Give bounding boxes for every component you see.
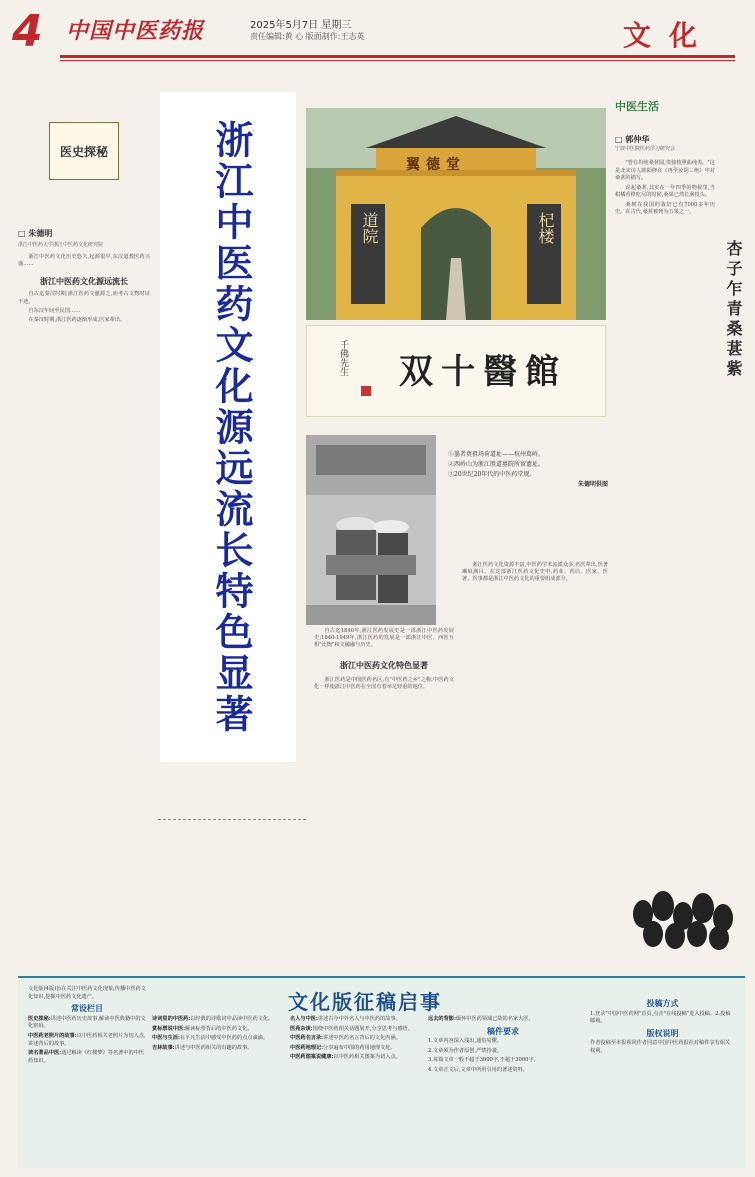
notice-item: 中医药老照片的故事:以中医药相关老照片为切入点,讲述背后的故事。: [28, 1032, 146, 1047]
section-title: 文化: [622, 19, 715, 52]
notice-item: 中医药名言录:讲述中医药名言背后的文化内涵。: [290, 1035, 401, 1042]
main-headline: 浙江中医药文化源远流长特色显著: [209, 120, 253, 735]
gate-left-plaque: 道院: [360, 212, 379, 244]
body-paragraph: 浙江医药是中国医药名区,有"中医药之乡"之称;中医药文化一样使浙江中医药在全国有着举足轻重的地位。: [314, 676, 454, 690]
right-article-column: [615, 80, 745, 970]
body-paragraph: 在秦汉时期,浙江医药逐渐形成,医家辈出。: [28, 317, 126, 324]
column-tag: 医史探秘: [49, 122, 119, 180]
author-byline: □ 朱德明: [18, 228, 53, 238]
notice-item: 中医药图案说健康:以中医药相关图案为切入点。: [290, 1054, 401, 1061]
body-paragraph: 自东汉年间至民国……: [28, 307, 81, 314]
body-paragraph: 自古迄1840年,浙江医药发展史是一部浙江中医药发展史;1840-1949年,浙江医药的发展是一部浙江中医、西医互相"比衡"和交融融与历史。: [314, 628, 454, 649]
body-paragraph: "曾有坞纯桑葚圆,贵独枝照曲纯夷。"这是北宋诗人欧阳修在《再至汝阴三绝》中对桑葚的描写。: [615, 160, 715, 181]
notice-col-5: [590, 986, 735, 1058]
article-title: 杏子乍青桑葚紫: [724, 240, 743, 380]
right-mid-article: [462, 512, 608, 970]
article-intro: [18, 254, 150, 268]
caption-line: ①墨者奠祖场荷道址——杭州葛岭。: [448, 451, 545, 458]
body-paragraph: 浙江医药文化资源丰富,中医药学术流派众多,名医辈出,医著琳琅满目。在这部浙江医药文化史中,药业、药店、医家、医著、医事都是浙江中医药文化的重要组成部分。: [462, 562, 608, 583]
requirement-item: 1.文章内容深入浅出,通俗易懂。: [428, 1038, 503, 1045]
notice-item: 读名著品中医:通过解读《红楼梦》等名著中的中医药知识。: [28, 1050, 145, 1064]
article-body: [18, 291, 150, 324]
author-byline: □ 郭仲华: [615, 134, 650, 144]
masthead-rule-thin: [60, 60, 735, 61]
submission-method: 1.登录"中国中医药网"首页,点击"在线投稿"进入投稿。2.投稿邮箱。: [590, 1010, 731, 1025]
date-line: 2025年5月7日 星期三: [250, 20, 352, 31]
requirement-item: 3.每篇文章一般不超于3000字,不超于3000字。: [428, 1057, 539, 1064]
temple-gate-photo: [306, 108, 606, 320]
notice-item: 医苑杂谈:围绕中医药相关话题展开,分享思考与感悟。: [290, 1025, 413, 1032]
notice-col-1: [28, 986, 146, 1067]
caption-line: ③20世纪20年代的中医药堂规。: [448, 471, 536, 478]
column-tag-life: 中医生活: [615, 100, 659, 113]
notice-col-2: [152, 1016, 282, 1054]
photo-caption: [448, 450, 608, 490]
masthead-rule: [60, 55, 735, 58]
caption-line: ②西岭山为浙江胜道墓院所留遗址。: [448, 461, 545, 468]
copyright-note: 作者投稿至本报视同作者同意中国中医药报社对稿件享有相关权利。: [590, 1040, 731, 1054]
notice-col-3: [290, 1016, 420, 1064]
headline-box: [160, 92, 296, 762]
notice-subhead: 投稿方式: [646, 999, 679, 1008]
notice-item: 名人与中医:讲述古今中外名人与中医药的故事。: [290, 1016, 401, 1022]
masthead: [0, 0, 755, 62]
notice-item: 吉林故事:讲述与中医药相关的有趣的故事。: [152, 1044, 253, 1051]
section-subhead: 浙江中医药文化源远流长: [40, 277, 128, 287]
editor-line: 责任编辑:黄 心 版面制作:王志英: [250, 32, 365, 41]
photo-credit: 朱德明供图: [577, 481, 608, 488]
notice-item: 远去的背影:缅怀中医药领域已故的名家大医。: [428, 1016, 534, 1022]
mulberry-photo: [623, 870, 745, 954]
author-affiliation: 浙江中医药大学浙江中医药文化研究院: [18, 242, 104, 248]
left-article-column: [18, 80, 150, 970]
article-body: [615, 160, 715, 217]
notice-item: 医史探秘:讲述中医药历史故事,解读中医典籍中的文化密码。: [28, 1015, 146, 1030]
notice-intro: 文化版(4版)旨在关注中医药文化现象,传播中医药文化知识,挖掘中医药文化遗产。: [28, 986, 146, 1000]
seal-stamp-icon: [361, 386, 371, 396]
calligraphy-plaque-photo: [306, 325, 606, 417]
right-mid-text: [462, 562, 608, 584]
center-text-block: [314, 628, 454, 650]
plaque-text: 双十醫館: [399, 352, 567, 392]
call-for-papers-notice: [18, 976, 745, 1168]
author-affiliation: 宁波中医院医药学习研究会: [615, 146, 676, 152]
newspaper-name: 中国中医药报: [66, 18, 205, 44]
center-text-block-2: [314, 677, 454, 691]
intro-paragraph: 浙江中医药文化历史悠久,起源很早,东汉道教医药兴盛……: [18, 254, 150, 268]
body-paragraph: 说起桑葚,其实在一年四季的物候里,当柑橘香橙吃尽的时候,桑果已然长满枝头。: [615, 184, 715, 198]
gate-right-plaque: 杞楼: [536, 212, 555, 244]
notice-subhead: 稿件要求: [487, 1026, 519, 1036]
body-paragraph: 桑树在我国的栽培已有7000多年历史。在古代,桑葚被列为五果之一。: [615, 201, 715, 215]
notice-item: 中医药地理记:分享遍布中国的药用地理文化。: [290, 1044, 396, 1051]
body-paragraph: 自古迄秦汉时期,浙江医药文献源之,而考古文物时证不迹。: [18, 291, 150, 305]
page-number: 4: [12, 6, 43, 57]
notice-title: 文化版征稿启事: [288, 990, 442, 1014]
plaque-signature: 千佛先生: [338, 340, 348, 376]
notice-col-4: [428, 1016, 578, 1077]
center-subhead: 浙江中医药文化特色显著: [340, 660, 428, 670]
notice-item: 赏标票说中医:解读标票背后的中医药文化。: [152, 1025, 253, 1032]
historical-photo: [306, 435, 436, 625]
decorative-divider: [158, 800, 306, 820]
notice-subhead: 版权说明: [646, 1028, 679, 1038]
gate-sign-text: 翼德堂: [406, 157, 466, 173]
requirement-item: 4.文章正文后,文章中所用引用的著述资料。: [428, 1066, 528, 1073]
requirement-item: 2.文章须为作者原创,严禁抄袭。: [428, 1047, 503, 1054]
center-article-body: [314, 628, 454, 693]
notice-subhead: 常设栏目: [71, 1004, 103, 1014]
notice-item: 诗词里的中医药:以经典的诗歌词中品读中医药文化。: [152, 1016, 274, 1022]
notice-item: 中医与生活:在平凡生活中感受中医药的点点滴滴。: [152, 1035, 269, 1042]
